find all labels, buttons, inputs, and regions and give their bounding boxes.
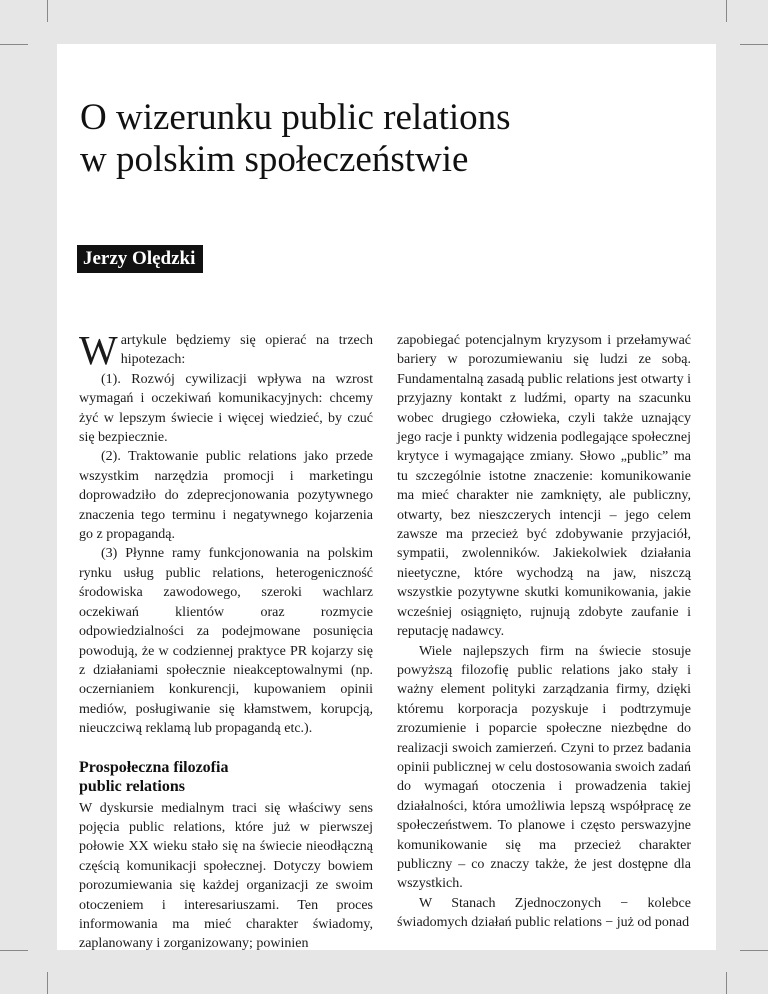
title-line-1: O wizerunku public relations (80, 97, 511, 138)
body-paragraph: zapobiegać potencjalnym kryzysom i przełamywać bariery w porozumiewaniu się ludzi ze sobą. Fundamentalną zasadą public relations jest otwarty i przyjazny kontakt z ludźmi, oparty na szacunku wobec drugiego człowieka, czyli także uznający jego racje i punkty widzenia podlegające społecznej krytyce i wymagające zmiany. Słowo „public” ma tu szczególnie istotne znaczenie: komunikowanie ma mieć charakter nie zamknięty, ale publiczny, otwarty, bez nieszczerych intencji – jego celem zawsze ma przecież być zdobywanie przyjaciół, sympatii, zwolenników. Jakiekolwiek działania nieetyczne, które wychodzą na jaw, niszczą wszystkie pozytywne skutki komunikowania, jakie wcześniej osiągnięto, rujnują zdobyte zaufanie i reputację nadawcy. (397, 333, 691, 640)
author-name: Jerzy Olędzki (77, 245, 203, 273)
title-line-2: w polskim społeczeństwie (80, 139, 469, 180)
intro-paragraph (79, 327, 373, 373)
article-title (80, 97, 511, 181)
section-heading-line-2: public relations (79, 777, 185, 795)
intro-text: artykule będziemy się opierać na trzech hipotezach: (120, 333, 373, 368)
crop-mark (726, 0, 727, 22)
crop-mark (47, 0, 48, 22)
section-paragraph: W dyskursie medialnym traci się właściwy sens pojęcia public relations, które już w pierwszej połowie XX wieku stało się na świecie nieodłączną częścią komunikacji społecznej. Dotyczy bowiem porozumiewania się każdej organizacji ze swoim otoczeniem i interesariuszami. Ten proces informowania ma mieć charakter świadomy, zaplanowany i zorganizowany; powinien (79, 800, 373, 952)
document-page (57, 44, 716, 950)
hypothesis-1: (1). Rozwój cywilizacji wpływa na wzrost wymagań i oczekiwań komunikacyjnych: chcemy żyć w lepszym świecie i więcej wiedzieć, by czuć się bezpiecznie. (79, 371, 373, 446)
section-heading (79, 758, 373, 796)
hypothesis-2: (2). Traktowanie public relations jako przede wszystkim narzędzia promocji i marketingu doprowadziło do zdeprecjonowania pozytywnego znaczenia tego terminu i negatywnego kojarzenia go z propagandą. (79, 449, 373, 543)
left-column (79, 327, 373, 954)
section-heading-line-1: Prospołeczna filozofia (79, 758, 229, 776)
crop-mark (740, 44, 768, 45)
crop-mark (0, 950, 28, 951)
right-column (397, 331, 691, 933)
crop-mark (726, 972, 727, 994)
hypothesis-3: (3) Płynne ramy funkcjonowania na polskim rynku usług public relations, heterogeniczność środowiska zawodowego, szeroki wachlarz oczekiwań klientów oraz rozmycie odpowiedzialności za podejmowane posunięcia powodują, że w codziennej praktyce PR kojarzy się z działaniami społecznie nieakceptowalnymi (np. oczernianiem konkurencji, kupowaniem opinii mediów, posługiwanie się kłamstwem, korupcją, nieuczciwą reklamą lub propagandą etc.). (79, 546, 373, 737)
crop-mark (740, 950, 768, 951)
crop-mark (0, 44, 28, 45)
drop-cap: W (79, 327, 118, 373)
crop-mark (47, 972, 48, 994)
body-paragraph: Wiele najlepszych firm na świecie stosuje powyższą filozofię public relations jako stały i ważny element polityki zarządzania firmy, dzięki któremu korporacja pozyskuje i podtrzymuje zrozumienie i poparcie społeczne niezbędne do realizacji swoich zamierzeń. Czyni to przez badania opinii publicznej w celu dostosowania swoich zadań do wymagań otoczenia i prowadzenia takiej działalności, która umożliwia lepszą współpracę ze społeczeństwem. To planowe i często perswazyjne komunikowanie się ma przecież charakter publiczny – co znaczy także, że jest dostępne dla wszystkich. (397, 643, 691, 892)
body-paragraph: W Stanach Zjednoczonych − kolebce świadomych działań public relations − już od ponad (397, 895, 691, 931)
